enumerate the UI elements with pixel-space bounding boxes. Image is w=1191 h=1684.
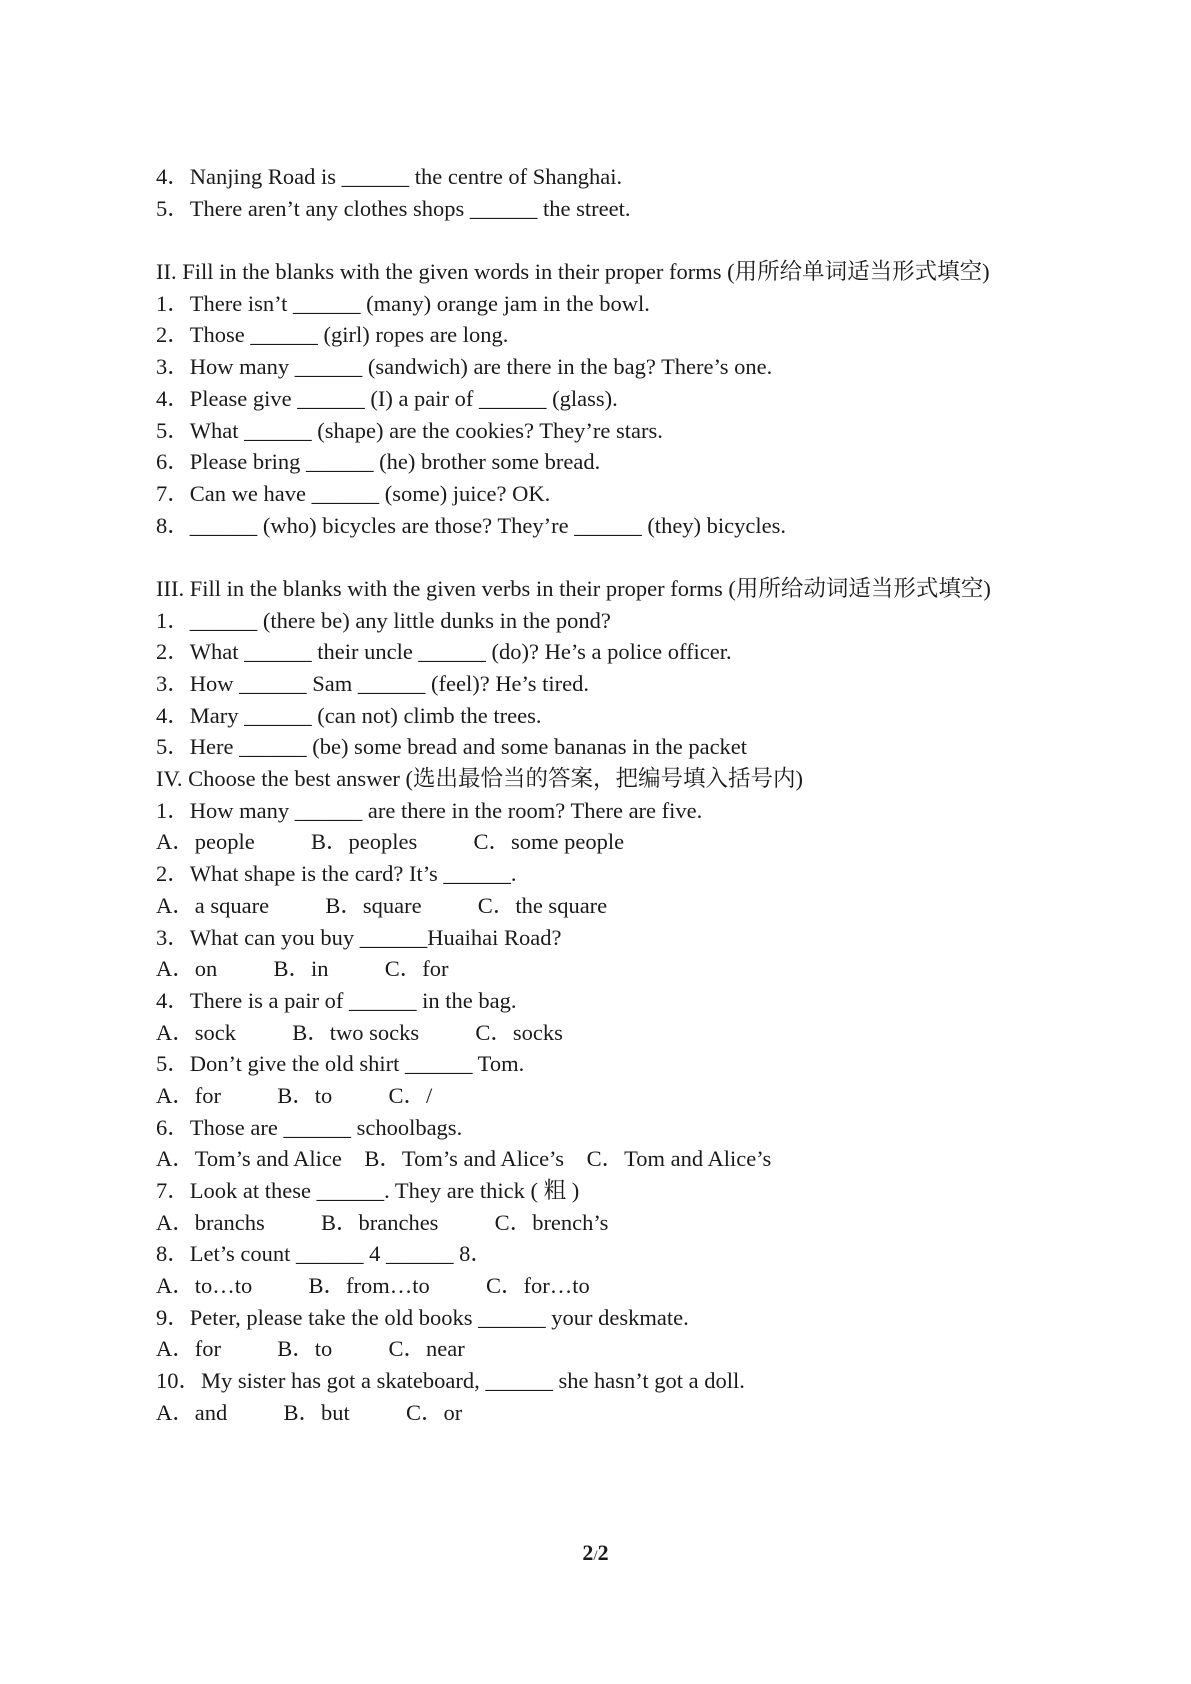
worksheet-body (156, 161, 1106, 1429)
page-total: 2 (597, 1540, 609, 1565)
answer-options: A．people B．peoples C．some people (156, 829, 625, 855)
answer-options: A．for B．to C．/ (156, 1082, 433, 1108)
answer-options: A．Tom’s and Alice B．Tom’s and Alice’s C．Tom and Alice’s (156, 1146, 772, 1172)
question-line: 4．Mary ______ (can not) climb the trees. (156, 702, 542, 728)
answer-options: A．on B．in C．for (156, 956, 449, 982)
paragraph-spacer (156, 224, 1106, 256)
page-number (0, 1540, 1191, 1566)
question-line: 3．What can you buy ______Huaihai Road? (156, 924, 562, 950)
question-line: 3．How ______ Sam ______ (feel)? He’s tired. (156, 671, 590, 696)
answer-options: A．branchs B．branches C．brench’s (156, 1209, 609, 1235)
question-line: 1．How many ______ are there in the room? There are five. (156, 797, 703, 823)
question-line: 10．My sister has got a skateboard, ______ she hasn’t got a doll. (156, 1368, 745, 1394)
question-line: 2．Those ______ (girl) ropes are long. (156, 322, 509, 348)
question-line: 5．What ______ (shape) are the cookies? They’re stars. (156, 417, 663, 443)
answer-options: A．and B．but C．or (156, 1399, 463, 1425)
answer-options: A．for B．to C．near (156, 1336, 465, 1362)
section-heading: II. Fill in the blanks with the given words in their proper forms (用所给单词适当形式填空) (156, 259, 990, 285)
page-separator: / (593, 1548, 598, 1564)
answer-options: A．sock B．two socks C．socks (156, 1019, 563, 1045)
question-line: 5．Here ______ (be) some bread and some bananas in the packet (156, 734, 748, 760)
page-current: 2 (582, 1540, 594, 1565)
question-line: 7．Look at these ______. They are thick ( 粗 ) (156, 1178, 580, 1203)
question-line: 5．Don’t give the old shirt ______ Tom. (156, 1051, 525, 1077)
question-line: 4．Please give ______ (I) a pair of ______ (glass). (156, 385, 618, 411)
question-line: 4．Nanjing Road is ______ the centre of Shanghai. (156, 164, 623, 189)
question-line: 7．Can we have ______ (some) juice? OK. (156, 480, 551, 506)
question-line: 9．Peter, please take the old books ______ your deskmate. (156, 1304, 689, 1330)
question-line: 6．Those are ______ schoolbags. (156, 1114, 463, 1140)
question-line: 2．What ______ their uncle ______ (do)? He’s a police officer. (156, 639, 732, 665)
section-heading: IV. Choose the best answer (选出最恰当的答案，把编号填入括号内) (156, 766, 804, 792)
question-line: 8．______ (who) bicycles are those? They’re ______ (they) bicycles. (156, 512, 787, 538)
question-line: 1．There isn’t ______ (many) orange jam in the bowl. (156, 290, 650, 316)
answer-options: A．a square B．square C．the square (156, 892, 608, 918)
question-line: 1．______ (there be) any little dunks in the pond? (156, 607, 611, 633)
answer-options: A．to…to B．from…to C．for…to (156, 1273, 590, 1299)
question-line: 5．There aren’t any clothes shops ______ the street. (156, 195, 631, 221)
question-line: 3．How many ______ (sandwich) are there in the bag? There’s one. (156, 354, 773, 380)
question-line: 2．What shape is the card? It’s ______. (156, 861, 517, 887)
question-line: 8．Let’s count ______ 4 ______ 8． (156, 1241, 493, 1267)
section-heading: III. Fill in the blanks with the given verbs in their proper forms (用所给动词适当形式填空) (156, 575, 991, 601)
question-line: 6．Please bring ______ (he) brother some bread. (156, 449, 601, 475)
paragraph-spacer (156, 541, 1106, 573)
question-line: 4．There is a pair of ______ in the bag. (156, 987, 517, 1013)
